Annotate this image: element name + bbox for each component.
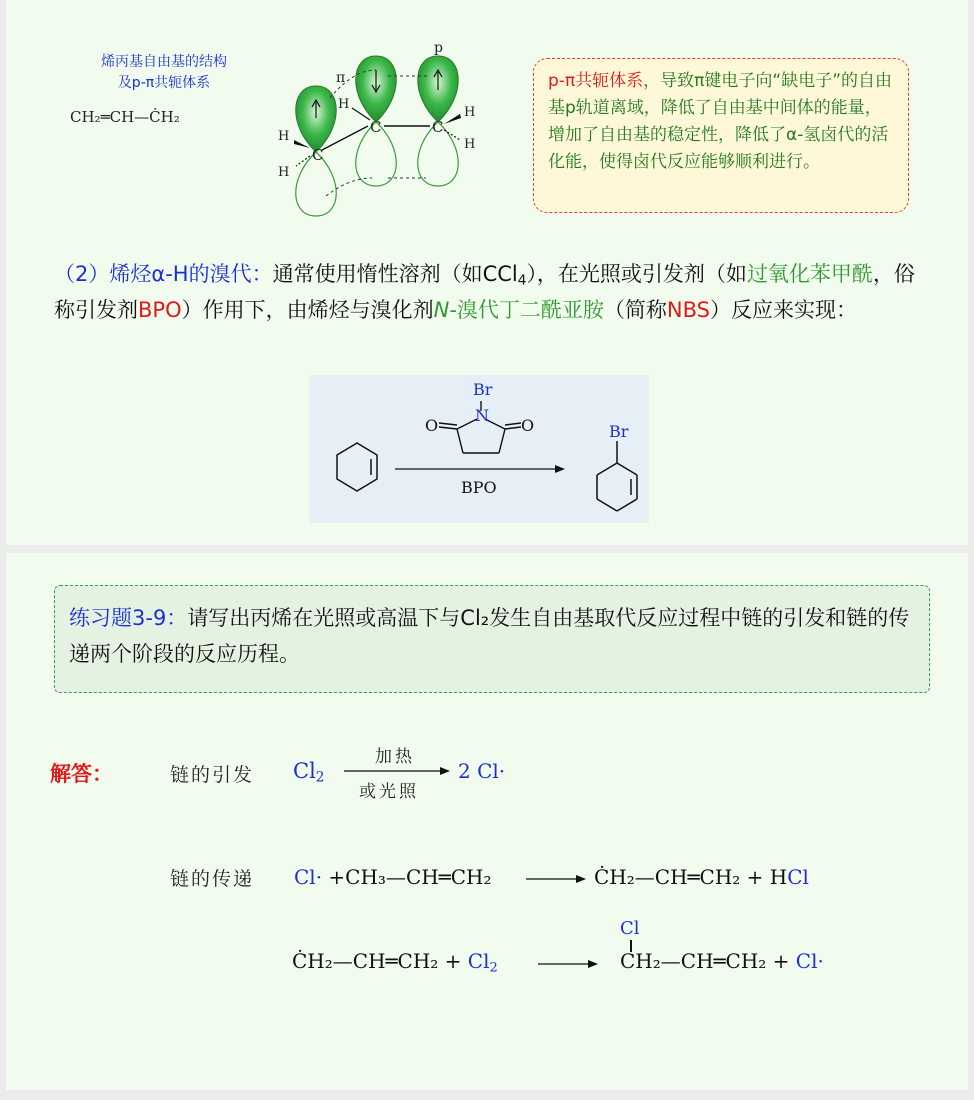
term-bpo: BPO: [138, 298, 182, 322]
label-h-left-bottom: H: [278, 165, 290, 180]
label-c-right: C: [432, 118, 444, 136]
propagation-step2-reactants: [292, 949, 498, 976]
nbs-reaction-panel: [309, 375, 649, 523]
initiation-condition-top: 加热: [375, 747, 415, 767]
label-h-right-top: H: [464, 105, 476, 120]
p-pi-orbital-diagram: [268, 36, 498, 220]
label-c-left: C: [312, 146, 324, 164]
note-text: ，导致π键电子向“缺电子”的自由基p轨道离域，降低了自由基中间体的能量，增加了自由基的稳定性，降低了α-氢卤代的活化能，使得卤代反应能够顺利进行。: [548, 71, 893, 172]
allyl-radical-title-line2: 及p-π共轭体系: [117, 75, 211, 91]
term-n-italic: N: [433, 298, 450, 322]
note-highlight: p-π共轭体系: [548, 71, 644, 91]
upper-lobe-left: [296, 86, 337, 152]
product-br-label: Br: [609, 422, 629, 441]
nbs-o-left-label: O: [425, 416, 439, 435]
label-h-left-top: H: [278, 129, 290, 144]
label-h-right-bottom: H: [464, 137, 476, 152]
allyl-radical-title: [74, 52, 254, 94]
nbs-br-label: Br: [473, 380, 493, 399]
step2-arrow: [536, 958, 600, 970]
exercise-box: [54, 585, 930, 693]
allyl-radical-formula: CH₂═CH—ĊH₂: [70, 108, 180, 126]
propagation-step1-products: [594, 865, 809, 889]
hcl-cl: Cl: [787, 865, 809, 889]
catalyst-bpo-label: BPO: [461, 478, 497, 497]
propagation-step2-products: [620, 949, 824, 973]
initiation-condition-bottom: 或光照: [359, 782, 419, 802]
propagation-step1-reactants: [294, 865, 492, 889]
product-cl-substituent: Cl: [620, 918, 640, 939]
term-benzoyl-peroxide: 过氧化苯甲酰: [746, 262, 873, 286]
exercise-text: 请写出丙烯在光照或高温下与Cl₂发生自由基取代反应过程中链的引发和链的传递两个阶段的反应历程。: [69, 606, 910, 666]
exercise-label: 练习题3-9：: [69, 606, 188, 630]
chlorine-radical: Cl·: [294, 865, 323, 889]
p-pi-conjugation-note: [533, 58, 909, 213]
initiation-product: 2 Cl·: [458, 759, 506, 783]
para-text-2: ），在光照或引发剂（如: [526, 262, 747, 286]
label-p-orbital: p: [434, 40, 443, 56]
slide-1: [6, 0, 968, 545]
section-heading: （2）烯烃α-H的溴代：: [54, 262, 273, 286]
initiation-label: 链的引发: [170, 764, 255, 786]
nbs-reaction-scheme: [309, 375, 649, 523]
label-pi: π: [336, 70, 346, 86]
regenerated-chlorine-radical: Cl·: [795, 949, 824, 973]
term-nbs: NBS: [666, 298, 710, 322]
label-h-middle: H: [338, 97, 350, 112]
allyl-radical-reactant: ĊH₂—CH═CH₂ +: [292, 949, 462, 973]
para-text-1: 通常使用惰性溶剂（如CCl: [272, 262, 518, 286]
initiation-reactant: $Cl_2$: [293, 759, 325, 786]
step1-arrow: [524, 873, 588, 885]
propene-formula: +CH₃—CH═CH₂: [328, 865, 492, 889]
allyl-chloride-formula: CH₂—CH═CH₂ +: [620, 949, 790, 973]
slide-2: [6, 553, 968, 1090]
term-nbs-full: -溴代丁二酰亚胺: [449, 298, 604, 322]
para-subscript: 4: [517, 272, 527, 289]
bromination-paragraph: [54, 256, 924, 328]
propagation-label: 链的传递: [170, 868, 255, 890]
allyl-radical-title-line1: 烯丙基自由基的结构: [101, 54, 227, 70]
allyl-radical-product: ĊH₂—CH═CH₂ + H: [594, 865, 788, 889]
para-text-6: ）反应来实现：: [709, 298, 857, 322]
nbs-o-right-label: O: [521, 416, 535, 435]
label-c-middle: C: [370, 118, 382, 136]
answer-label: 解答：: [50, 762, 113, 786]
initiation-arrow: [342, 765, 452, 777]
chlorine-molecule: $Cl_2$: [467, 949, 498, 976]
bromocyclohexene-structure: [597, 441, 637, 511]
para-text-5: （简称: [603, 298, 667, 322]
para-text-3: ，俗称引发剂: [54, 262, 915, 322]
cyclohexene-structure: [337, 443, 377, 491]
para-text-4: ）作用下，由烯烃与溴化剂: [181, 298, 434, 322]
nbs-n-label: N: [475, 406, 489, 425]
